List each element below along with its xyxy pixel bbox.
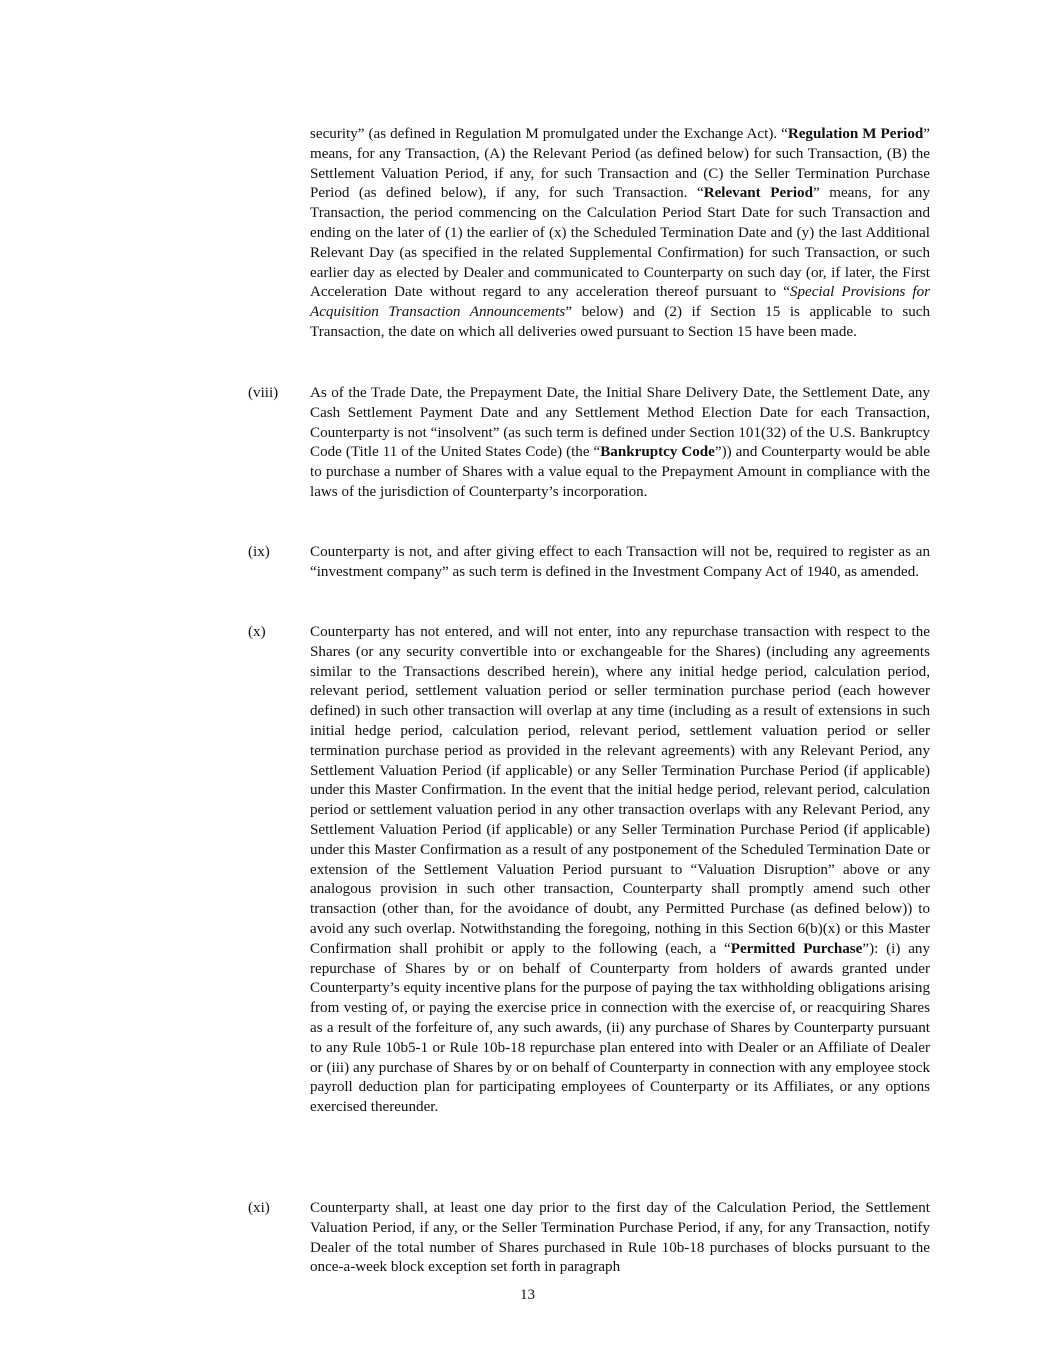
defined-term: Regulation M Period [787, 126, 924, 142]
text: ” means, for any Transaction, the period commencing on the Calculation Period Start Date for such Transaction and ending on the later of (1) the earlier of (x) the Scheduled Termination Date and (y) the last Additional Relevant Day (as specified in the related Supplemental Confirmation) for such Transaction, or such earlier day as elected by Dealer and communicated to Counterparty on such day (or, if later, the First Acceleration Date without regard to any acceleration thereof pursuant to “ [310, 185, 930, 301]
defined-term: Relevant Period [703, 185, 813, 202]
clause-number-x: (x) [248, 624, 266, 640]
italic-reference: Special Provisions for Acquisition Transaction Announcements [310, 284, 930, 321]
text: As of the Trade Date, the Prepayment Date, the Initial Share Delivery Date, the Settlement Date, any Cash Settlement Payment Date and any Settlement Method Election Date for each Transaction, Counterparty is not “insolvent” (as such term is defined under Section 101(32) of the U.S. Bankruptcy Code (Title 11 of the United States Code) (the “ [310, 385, 930, 461]
paragraph-continuation [310, 125, 930, 343]
text: Counterparty is not, and after giving effect to each Transaction will not be, required to register as an “investment company” as such term is defined in the Investment Company Act of 1940, as amended. [310, 544, 930, 580]
defined-term: Bankruptcy Code [600, 444, 715, 461]
text: Counterparty has not entered, and will not enter, into any repurchase transaction with respect to the Shares (or any security convertible into or exchangeable for the Shares) (including any agreements similar to the Transactions described herein), where any initial hedge period, calculation period, relevant period, settlement valuation period or seller termination purchase period (each however defined) in such other transaction will overlap at any time (including as a result of extensions in such initial hedge period, calculation period, relevant period, settlement valuation period or seller termination purchase period as provided in the relevant agreements) with any Relevant Period, any Settlement Valuation Period (if applicable) or any Seller Termination Purchase Period (if applicable) under this Master Confirmation. In the event that the initial hedge period, relevant period, calculation period or settlement valuation period in any other transaction overlaps with any Relevant Period, any Settlement Valuation Period (if applicable) or any Seller Termination Purchase Period (if applicable) under this Master Confirmation as a result of any postponement of the Scheduled Termination Date or extension of the Settlement Valuation Period pursuant to “Valuation Disruption” above or any analogous provision in such other transaction, Counterparty shall promptly amend such other transaction (other than, for the avoidance of doubt, any Permitted Purchase (as defined below)) to avoid any such overlap. Notwithstanding the foregoing, nothing in this Section 6(b)(x) or this Master Confirmation shall prohibit or apply to the following (each, a “ [310, 624, 930, 957]
clause-viii [310, 384, 930, 503]
clause-number-viii: (viii) [248, 385, 279, 401]
text: ”)) and Counterparty would be able to purchase a number of Shares with a value equal to the Prepayment Amount in compliance with the laws of the jurisdiction of Counterparty’s incorporation. [310, 444, 930, 500]
clause-number-xi: (xi) [248, 1200, 270, 1216]
text: ” below) and (2) if Section 15 is applicable to such Transaction, the date on which all deliveries owed pursuant to Section 15 have been made. [310, 304, 930, 340]
clause-xi [310, 1199, 930, 1278]
text: ” means, for any Transaction, (A) the Relevant Period (as defined below) for such Transaction, (B) the Settlement Valuation Period, if any, for such Transaction and (C) the Seller Termination Purchase Period (as defined below), if any, for such Transaction. “ [310, 126, 930, 202]
text: Counterparty shall, at least one day prior to the first day of the Calculation Period, the Settlement Valuation Period, if any, or the Seller Termination Purchase Period, if any, for any Transaction, notify Dealer of the total number of Shares purchased in Rule 10b-18 purchases of blocks pursuant to the once-a-week block exception set forth in paragraph [310, 1200, 930, 1276]
text: security” (as defined in Regulation M promulgated under the Exchange Act). “ [310, 126, 788, 142]
clause-x [310, 623, 930, 1118]
clause-number-ix: (ix) [248, 544, 270, 560]
defined-term: Permitted Purchase [730, 940, 863, 957]
text: ”): (i) any repurchase of Shares by or on behalf of Counterparty from holders of awards granted under Counterparty’s equity incentive plans for the purpose of paying the tax withholding obligations arising from vesting of, or paying the exercise price in connection with the exercise of, or reacquiring Shares as a result of the forfeiture of, any such awards, (ii) any purchase of Shares by Counterparty pursuant to any Rule 10b5-1 or Rule 10b-18 repurchase plan entered into with Dealer or an Affiliate of Dealer or (iii) any purchase of Shares by or on behalf of Counterparty in connection with any employee stock payroll deduction plan for participating employees of Counterparty or its Affiliates, or any options exercised thereunder. [310, 940, 930, 1116]
page-number: 13 [519, 1287, 536, 1303]
clause-ix [310, 543, 930, 583]
